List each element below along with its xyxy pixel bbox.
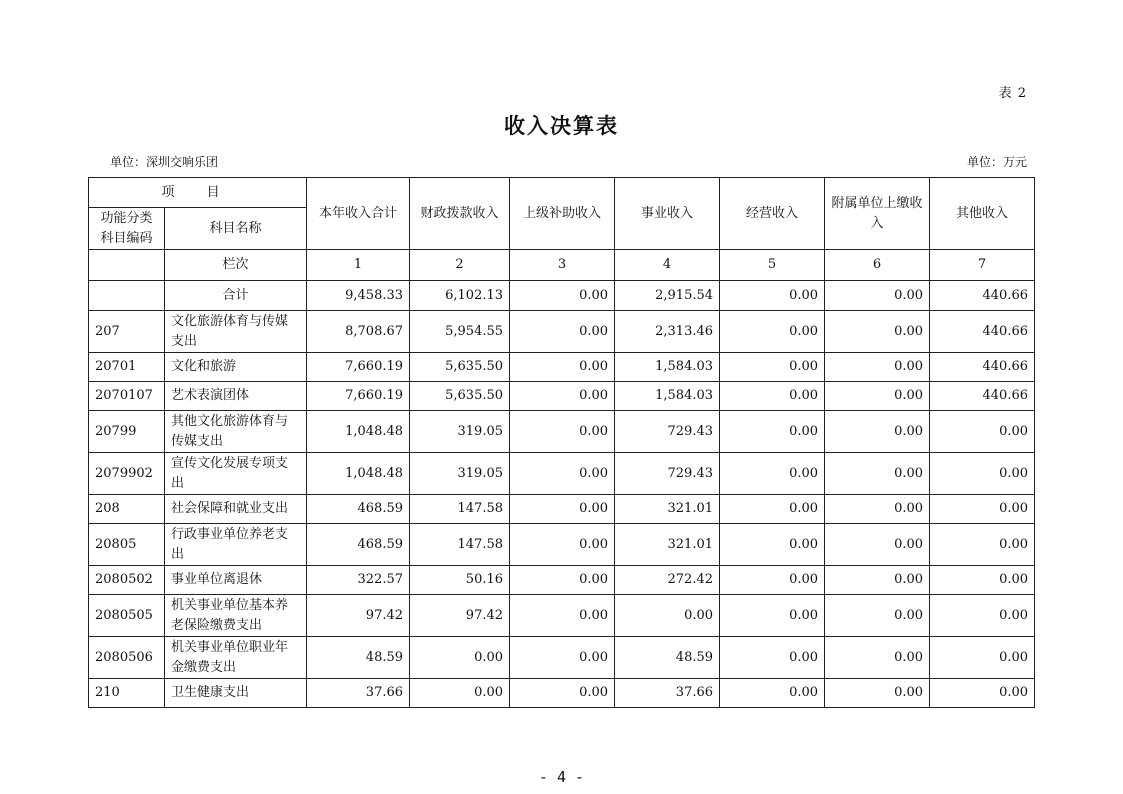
table-row [89,524,1035,566]
row-value: 0.00 [720,566,825,595]
row-value: 0.00 [510,524,615,566]
row-value: 147.58 [410,524,510,566]
row-value: 0.00 [825,679,930,708]
row-value: 1,048.48 [307,411,410,453]
col-number: 3 [510,250,615,281]
row-value: 0.00 [510,311,615,353]
row-value: 0.00 [720,453,825,495]
total-value: 0.00 [720,281,825,311]
row-value: 50.16 [410,566,510,595]
table-row [89,679,1035,708]
row-value: 729.43 [615,453,720,495]
row-value: 440.66 [930,382,1035,411]
header-col-2: 财政拨款收入 [410,178,510,250]
row-value: 0.00 [825,595,930,637]
table-row [89,566,1035,595]
row-value: 0.00 [410,679,510,708]
row-value: 0.00 [720,637,825,679]
table-row [89,595,1035,637]
row-value: 0.00 [825,353,930,382]
row-name: 机关事业单位职业年金缴费支出 [165,637,307,679]
row-value: 7,660.19 [307,353,410,382]
row-name: 宣传文化发展专项支出 [165,453,307,495]
table-row [89,353,1035,382]
row-code: 2080502 [89,566,165,595]
row-value: 0.00 [825,311,930,353]
header-item: 项 目 [89,178,307,208]
row-value: 319.05 [410,411,510,453]
row-value: 0.00 [510,495,615,524]
total-blank [89,281,165,311]
row-value: 0.00 [615,595,720,637]
row-value: 0.00 [510,595,615,637]
header-col-6: 附属单位上缴收入 [825,178,930,250]
row-value: 0.00 [510,679,615,708]
row-code: 210 [89,679,165,708]
row-value: 48.59 [307,637,410,679]
row-name: 事业单位离退休 [165,566,307,595]
row-value: 468.59 [307,524,410,566]
row-value: 321.01 [615,495,720,524]
row-value: 97.42 [307,595,410,637]
total-value: 6,102.13 [410,281,510,311]
row-value: 5,635.50 [410,382,510,411]
row-code: 2070107 [89,382,165,411]
row-value: 37.66 [615,679,720,708]
row-code: 207 [89,311,165,353]
row-value: 0.00 [930,411,1035,453]
header-col-7: 其他收入 [930,178,1035,250]
row-code: 20805 [89,524,165,566]
col-number: 7 [930,250,1035,281]
row-value: 37.66 [307,679,410,708]
total-value: 0.00 [510,281,615,311]
row-value: 0.00 [510,566,615,595]
row-value: 5,635.50 [410,353,510,382]
total-value: 440.66 [930,281,1035,311]
row-value: 321.01 [615,524,720,566]
row-value: 0.00 [825,637,930,679]
row-value: 0.00 [930,524,1035,566]
header-col-1: 本年收入合计 [307,178,410,250]
row-code: 208 [89,495,165,524]
row-value: 272.42 [615,566,720,595]
row-value: 147.58 [410,495,510,524]
row-value: 468.59 [307,495,410,524]
table-row [89,453,1035,495]
row-value: 0.00 [720,382,825,411]
col-number: 2 [410,250,510,281]
row-value: 319.05 [410,453,510,495]
table-row [89,382,1035,411]
row-value: 1,048.48 [307,453,410,495]
row-value: 1,584.03 [615,353,720,382]
row-value: 0.00 [720,311,825,353]
header-code: 功能分类科目编码 [89,208,165,250]
row-value: 0.00 [930,566,1035,595]
row-value: 0.00 [720,411,825,453]
unit-currency: 单位：万元 [966,155,1027,169]
row-value: 2,313.46 [615,311,720,353]
row-name: 机关事业单位基本养老保险缴费支出 [165,595,307,637]
header-col-4: 事业收入 [615,178,720,250]
table-row [89,311,1035,353]
row-name: 卫生健康支出 [165,679,307,708]
row-value: 0.00 [510,411,615,453]
row-value: 729.43 [615,411,720,453]
row-value: 0.00 [825,566,930,595]
table-number: 表 2 [998,86,1027,101]
table-row [89,411,1035,453]
row-value: 7,660.19 [307,382,410,411]
header-col-5: 经营收入 [720,178,825,250]
row-value: 0.00 [825,411,930,453]
row-value: 322.57 [307,566,410,595]
total-value: 9,458.33 [307,281,410,311]
row-value: 440.66 [930,353,1035,382]
page-title: 收入决算表 [504,113,619,138]
row-value: 0.00 [410,637,510,679]
total-value: 2,915.54 [615,281,720,311]
row-value: 0.00 [510,353,615,382]
row-value: 0.00 [720,679,825,708]
row-value: 8,708.67 [307,311,410,353]
table-row [89,637,1035,679]
row-code: 20799 [89,411,165,453]
total-label: 合计 [165,281,307,311]
col-number: 5 [720,250,825,281]
header-col-3: 上级补助收入 [510,178,615,250]
row-name: 艺术表演团体 [165,382,307,411]
row-value: 0.00 [930,453,1035,495]
row-value: 0.00 [720,524,825,566]
row-code: 2079902 [89,453,165,495]
row-code: 2080505 [89,595,165,637]
row-value: 0.00 [825,495,930,524]
row-name: 文化旅游体育与传媒支出 [165,311,307,353]
row-code: 20701 [89,353,165,382]
row-name: 行政事业单位养老支出 [165,524,307,566]
page-number: - 4 - [538,768,585,786]
row-value: 1,584.03 [615,382,720,411]
row-name: 文化和旅游 [165,353,307,382]
row-value: 0.00 [930,637,1035,679]
col-number: 4 [615,250,720,281]
row-value: 48.59 [615,637,720,679]
row-value: 97.42 [410,595,510,637]
row-value: 5,954.55 [410,311,510,353]
row-value: 440.66 [930,311,1035,353]
col-number: 1 [307,250,410,281]
total-row [89,281,1035,311]
row-value: 0.00 [510,637,615,679]
income-table [88,177,1035,708]
lanci-label: 栏次 [165,250,307,281]
row-code: 2080506 [89,637,165,679]
row-value: 0.00 [510,382,615,411]
row-value: 0.00 [720,495,825,524]
lanci-blank [89,250,165,281]
row-name: 社会保障和就业支出 [165,495,307,524]
total-value: 0.00 [825,281,930,311]
row-value: 0.00 [930,495,1035,524]
unit-organization: 单位：深圳交响乐团 [110,155,219,169]
table-row [89,495,1035,524]
row-value: 0.00 [720,595,825,637]
row-value: 0.00 [825,382,930,411]
row-value: 0.00 [720,353,825,382]
row-value: 0.00 [930,595,1035,637]
row-name: 其他文化旅游体育与传媒支出 [165,411,307,453]
row-value: 0.00 [510,453,615,495]
col-number: 6 [825,250,930,281]
row-value: 0.00 [825,524,930,566]
row-value: 0.00 [930,679,1035,708]
row-value: 0.00 [825,453,930,495]
header-name: 科目名称 [165,208,307,250]
